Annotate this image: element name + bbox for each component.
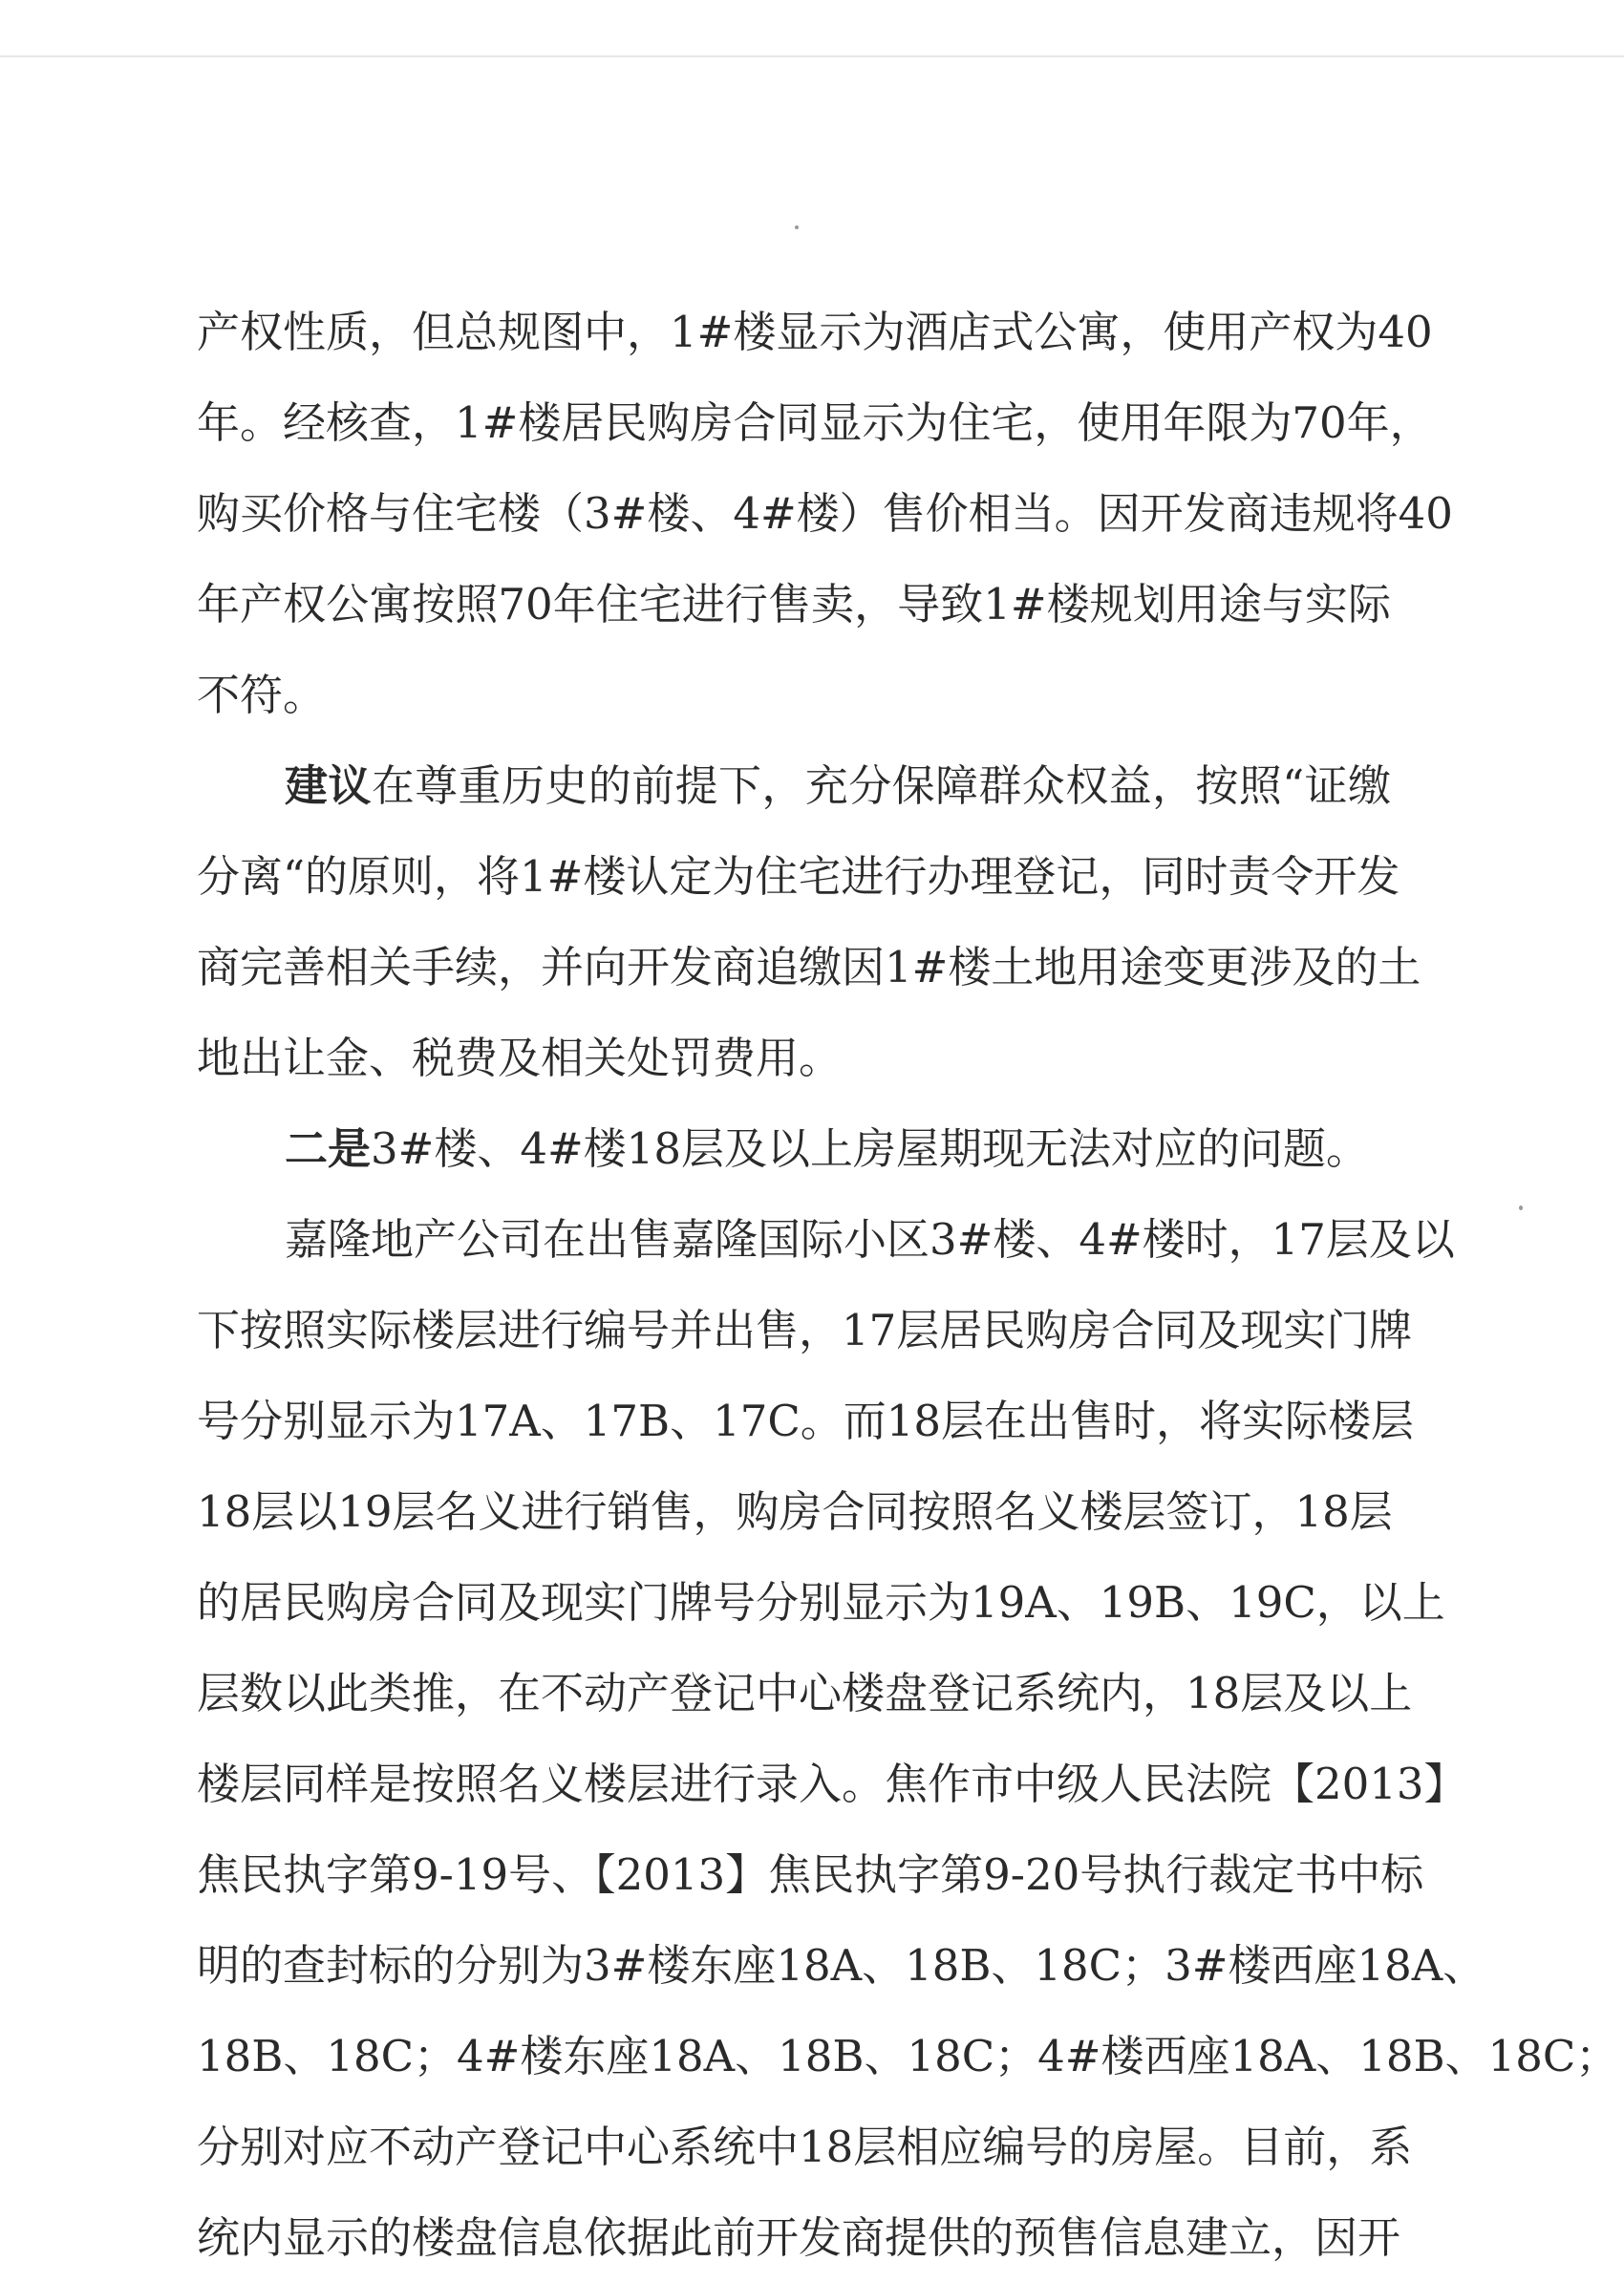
text-line: 地出让金、税费及相关处罚费用。 — [197, 1033, 843, 1083]
text-line — [197, 1103, 1391, 1194]
text-line: 统内显示的楼盘信息依据此前开发商提供的预售信息建立，因开 — [197, 2212, 1401, 2263]
paragraph-suggestion — [197, 740, 1421, 1103]
paragraph-issue-heading — [197, 1103, 1391, 1194]
text-line: 楼层同样是按照名义楼层进行录入。焦作市中级人民法院【2013】 — [197, 1759, 1467, 1809]
text-line: 分离“的原则，将1#楼认定为住宅进行办理登记，同时责令开发 — [197, 851, 1400, 902]
text-line: 分别对应不动产登记中心系统中18层相应编号的房屋。目前，系 — [197, 2122, 1413, 2172]
text-line: 号分别显示为17A、17B、17C。而18层在出售时，将实际楼层 — [197, 1396, 1415, 1446]
paragraph — [197, 287, 1453, 740]
suggestion-heading: 建议 — [285, 760, 372, 811]
text-line: 的居民购房合同及现实门牌号分别显示为19A、19B、19C，以上 — [197, 1577, 1445, 1628]
text-line — [197, 740, 1391, 831]
text-line-body: 在尊重历史的前提下，充分保障群众权益，按照“证缴 — [371, 760, 1391, 811]
text-line: 18层以19层名义进行销售，购房合同按照名义楼层签订，18层 — [197, 1486, 1393, 1537]
issue-heading: 二是 — [285, 1123, 372, 1174]
text-line: 年产权公寓按照70年住宅进行售卖，导致1#楼规划用途与实际 — [197, 579, 1391, 629]
text-line: 下按照实际楼层进行编号并出售，17层居民购房合同及现实门牌 — [197, 1305, 1413, 1355]
text-line: 嘉隆地产公司在出售嘉隆国际小区3#楼、4#楼时，17层及以 — [285, 1214, 1455, 1265]
text-line: 焦民执字第9-19号、【2013】焦民执字第9-20号执行裁定书中标 — [197, 1849, 1424, 1900]
document-page — [197, 287, 1619, 2283]
text-line: 层数以此类推，在不动产登记中心楼盘登记系统内，18层及以上 — [197, 1668, 1413, 1718]
text-line: 不符。 — [197, 670, 327, 720]
text-line: 商完善相关手续，并向开发商追缴因1#楼土地用途变更涉及的土 — [197, 942, 1421, 992]
text-line: 年。经核查，1#楼居民购房合同显示为住宅，使用年限为70年， — [197, 397, 1433, 448]
scan-speck — [795, 225, 799, 229]
text-line: 明的查封标的分别为3#楼东座18A、18B、18C；3#楼西座18A、 — [197, 1940, 1486, 1991]
text-line-body: 3#楼、4#楼18层及以上房屋期现无法对应的问题。 — [371, 1123, 1369, 1174]
text-line: 产权性质，但总规图中，1#楼显示为酒店式公寓，使用产权为40 — [197, 307, 1433, 357]
paragraph — [197, 1194, 1619, 2283]
text-line: 购买价格与住宅楼（3#楼、4#楼）售价相当。因开发商违规将40 — [197, 488, 1453, 539]
scan-speck — [1519, 1206, 1523, 1210]
text-line: 18B、18C；4#楼东座18A、18B、18C；4#楼西座18A、18B、18C； — [197, 2031, 1619, 2081]
scan-top-edge — [0, 55, 1624, 57]
